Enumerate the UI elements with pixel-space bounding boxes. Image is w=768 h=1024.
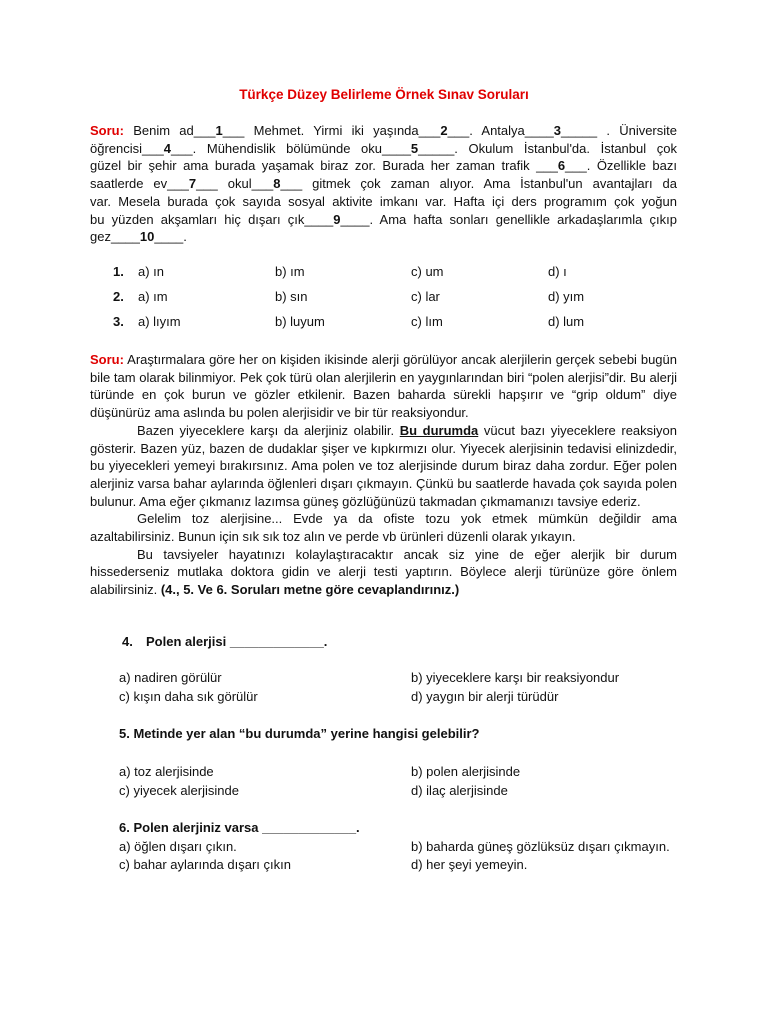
text-segment: gez____ bbox=[90, 229, 140, 245]
page-title: Türkçe Düzey Belirleme Örnek Sınav Soruları bbox=[239, 87, 529, 102]
question-text: Polen alerjisi _____________. bbox=[146, 634, 328, 649]
question-row bbox=[90, 288, 690, 306]
question-number: 2. bbox=[113, 289, 124, 304]
question-5-options-row bbox=[90, 782, 690, 800]
question-row bbox=[90, 263, 690, 281]
option-d[interactable]: d) yım bbox=[548, 289, 585, 304]
question-number: 3. bbox=[113, 314, 124, 329]
option-b[interactable]: b) polen alerjisinde bbox=[411, 764, 521, 779]
blank-number: 10 bbox=[139, 229, 155, 245]
question-6-stem bbox=[90, 819, 690, 837]
option-b[interactable]: b) yiyeceklere karşı bir reaksiyondur bbox=[411, 670, 620, 685]
text-segment: ___. Özellikle bazı bbox=[565, 158, 677, 174]
blank-number: 3 bbox=[553, 123, 561, 138]
option-a[interactable]: a) toz alerjisinde bbox=[119, 764, 214, 779]
passage-2-paragraph-4 bbox=[90, 546, 677, 599]
passage-1-line bbox=[90, 211, 677, 229]
passage-2-paragraph-3 bbox=[90, 510, 677, 545]
question-5-stem bbox=[90, 725, 690, 743]
question-6-options-row bbox=[90, 856, 690, 874]
option-d[interactable]: d) ilaç alerjisinde bbox=[411, 783, 508, 798]
text-segment: öğrencisi___ bbox=[90, 140, 164, 156]
text-segment: ___ gitmek çok zaman alıyor. Ama İstanbul'un avantajları da bbox=[280, 176, 677, 192]
text-segment: _____ . Üniversite bbox=[560, 123, 677, 138]
instruction-text: (4., 5. Ve 6. Soruları metne göre cevaplandırınız.) bbox=[160, 582, 460, 598]
text-segment: var. Mesela burada çok sayıda sosyal aktivite imkanı var. Hafta içi ders programım çok yoğun bbox=[90, 193, 677, 209]
blank-number: 6 bbox=[557, 158, 566, 174]
option-c[interactable]: c) um bbox=[411, 264, 444, 279]
text-segment: _____. Okulum İstanbul'da. İstanbul çok bbox=[418, 140, 677, 156]
question-4-options-row bbox=[90, 688, 690, 706]
passage-1-line bbox=[90, 157, 677, 175]
question-4-stem bbox=[90, 633, 690, 651]
question-6-options-row bbox=[90, 838, 690, 856]
text-segment: ___. Mühendislik bölümünde oku____ bbox=[170, 140, 411, 156]
text-segment: güzel bir şehir ama burada yaşamak biraz zor. Burada her zaman trafik ___ bbox=[90, 158, 558, 174]
blank-number: 4 bbox=[163, 140, 171, 156]
paragraph-text: vücut bazı yiyeceklere reaksiyon gösterir. Bazen yüz, bazen de dudaklar şişer ve kıpkırmızı olur. Yiyecek alerjisinin tedavisi elinizdedir, bu yiyecekleri yemeyi bırakırsınız. Ama polen ve toz alerjisinde durum biraz daha zordur. Eğer polen alerjiniz varsa bahar aylarında öğlenleri dışarı çıkmayın. Çünkü bu saatlerde havada çok sayıda polen bulunur. Ama eğer çıkmanız lazımsa güneş gözlüğünüzü takmadan çıkmamanızı tavsiye ederiz. bbox=[90, 422, 677, 509]
option-d[interactable]: d) yaygın bir alerji türüdür bbox=[411, 689, 559, 704]
option-b[interactable]: b) ım bbox=[275, 264, 305, 279]
option-a[interactable]: a) nadiren görülür bbox=[119, 670, 222, 685]
text-segment: bu yüzden akşamları hiç dışarı çık____ bbox=[90, 211, 334, 227]
question-5-options-row bbox=[90, 763, 690, 781]
passage-2-paragraph-1 bbox=[90, 351, 677, 422]
paragraph-text: Araştırmalara göre her on kişiden ikisinde alerji görülüyor ancak alerjilerin gerçek sebebi bugün bile tam olarak bilinmiyor. Pek çok türü olan alerjilerin en yaygınlarından biri “polen alerjisi”dir. Bu alerji türünde en çok burun ve gözler etkilenir. Bazen baharda sürekli hapşırır ve “grip oldum” diye düşünürüz ama aslında bu polen alerjisidir ve bir tür reaksiyondur. bbox=[90, 352, 677, 421]
blank-number: 9 bbox=[333, 211, 341, 227]
option-d[interactable]: d) her şeyi yemeyin. bbox=[411, 857, 528, 872]
passage-2 bbox=[90, 351, 677, 599]
option-a[interactable]: a) lıyım bbox=[138, 314, 181, 329]
blank-number: 5 bbox=[410, 140, 419, 156]
option-c[interactable]: c) lar bbox=[411, 289, 440, 304]
blank-number: 2 bbox=[440, 123, 448, 138]
option-c[interactable]: c) lım bbox=[411, 314, 443, 329]
question-text: 5. Metinde yer alan “bu durumda” yerine hangisi gelebilir? bbox=[119, 726, 480, 741]
question-number: 4. bbox=[122, 634, 133, 649]
option-a[interactable]: a) öğlen dışarı çıkın. bbox=[119, 839, 237, 854]
option-d[interactable]: d) ı bbox=[548, 264, 567, 279]
paragraph-text: Bu tavsiyeler hayatınızı kolaylaştıracaktır ancak siz yine de eğer alerjik bir durum hissederseniz mutlaka doktora gidin ve alerji testi yaptırın. Böylece alerji türünüze göre önlem alabilirsiniz. bbox=[90, 546, 677, 598]
question-number: 1. bbox=[113, 264, 124, 279]
text-segment: ____. Ama hafta sonları genellikle arkadaşlarımla çıkıp bbox=[340, 211, 677, 227]
passage-1-line bbox=[90, 140, 677, 158]
option-c[interactable]: c) kışın daha sık görülür bbox=[119, 689, 258, 704]
passage-1-line bbox=[90, 193, 677, 211]
passage-1 bbox=[90, 122, 677, 246]
option-b[interactable]: b) baharda güneş gözlüksüz dışarı çıkmayın. bbox=[411, 839, 670, 854]
option-c[interactable]: c) yiyecek alerjisinde bbox=[119, 783, 239, 798]
blank-number: 8 bbox=[273, 176, 281, 192]
text-segment: ___ Mehmet. Yirmi iki yaşında___ bbox=[222, 123, 441, 138]
paragraph-text: Bazen yiyeceklere karşı da alerjiniz olabilir. bbox=[137, 422, 400, 438]
passage-2-paragraph-2 bbox=[90, 422, 677, 511]
blank-number: 7 bbox=[188, 176, 197, 192]
passage-1-line bbox=[90, 122, 677, 140]
question-label: Soru: bbox=[90, 123, 124, 138]
passage-1-line bbox=[90, 175, 677, 193]
text-segment: ___ okul___ bbox=[196, 176, 274, 192]
question-row bbox=[90, 313, 690, 331]
passage-1-line bbox=[90, 228, 677, 246]
option-c[interactable]: c) bahar aylarında dışarı çıkın bbox=[119, 857, 291, 872]
blank-number: 1 bbox=[215, 123, 223, 138]
option-a[interactable]: a) ın bbox=[138, 264, 165, 279]
option-b[interactable]: b) sın bbox=[275, 289, 308, 304]
question-4-options-row bbox=[90, 669, 690, 687]
option-a[interactable]: a) ım bbox=[138, 289, 168, 304]
text-segment: ___. Antalya____ bbox=[447, 123, 554, 138]
option-d[interactable]: d) lum bbox=[548, 314, 585, 329]
question-text: 6. Polen alerjiniz varsa _____________. bbox=[119, 820, 360, 835]
question-label: Soru: bbox=[90, 352, 124, 367]
paragraph-text: Gelelim toz alerjisine... Evde ya da ofiste tozu yok etmek mümkün değildir ama azaltabilirsiniz. Bunun için sık sık toz alın ve perde vb ürünleri düzenli olarak yıkayın. bbox=[90, 511, 677, 545]
emphasized-phrase: Bu durumda bbox=[399, 422, 479, 438]
text-segment: Benim ad___ bbox=[123, 123, 216, 138]
text-segment: ____. bbox=[154, 229, 187, 245]
option-b[interactable]: b) luyum bbox=[275, 314, 325, 329]
text-segment: saatlerde ev___ bbox=[90, 176, 189, 192]
